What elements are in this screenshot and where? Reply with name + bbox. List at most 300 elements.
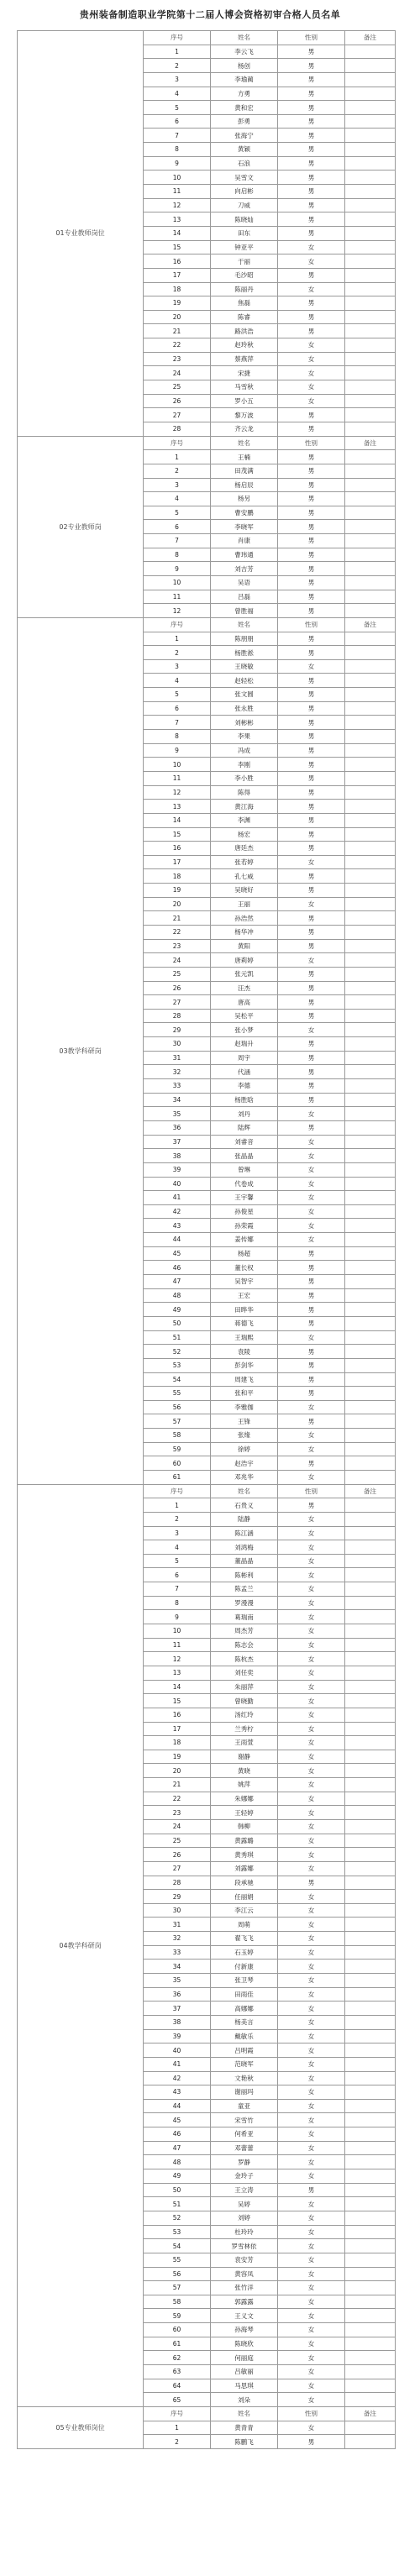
header-remark: 备注 bbox=[345, 436, 396, 450]
remark-cell bbox=[345, 1093, 396, 1107]
seq-cell: 60 bbox=[144, 1456, 211, 1471]
section-header-row bbox=[18, 2406, 396, 2421]
remark-cell bbox=[345, 2197, 396, 2211]
gender-cell: 女 bbox=[278, 1918, 345, 1932]
name-cell: 陈志会 bbox=[211, 1638, 278, 1652]
gender-cell: 男 bbox=[278, 45, 345, 59]
seq-cell: 65 bbox=[144, 2393, 211, 2407]
remark-cell bbox=[345, 2002, 396, 2016]
remark-cell bbox=[345, 1120, 396, 1135]
gender-cell: 男 bbox=[278, 869, 345, 884]
name-cell: 朱丽萍 bbox=[211, 1680, 278, 1694]
name-cell: 曾晓勤 bbox=[211, 1694, 278, 1708]
seq-cell: 1 bbox=[144, 2421, 211, 2435]
seq-cell: 4 bbox=[144, 87, 211, 101]
remark-cell bbox=[345, 1456, 396, 1471]
seq-cell: 26 bbox=[144, 394, 211, 408]
remark-cell bbox=[345, 2239, 396, 2253]
remark-cell bbox=[345, 1316, 396, 1330]
gender-cell: 女 bbox=[278, 1582, 345, 1597]
seq-cell: 61 bbox=[144, 2337, 211, 2351]
remark-cell bbox=[345, 800, 396, 814]
seq-cell: 34 bbox=[144, 1093, 211, 1107]
remark-cell bbox=[345, 1722, 396, 1736]
name-cell: 曾胜福 bbox=[211, 604, 278, 618]
remark-cell bbox=[345, 1498, 396, 1513]
gender-cell: 女 bbox=[278, 2239, 345, 2253]
remark-cell bbox=[345, 2113, 396, 2127]
gender-cell: 女 bbox=[278, 2267, 345, 2281]
name-cell: 宋雪竹 bbox=[211, 2113, 278, 2127]
remark-cell bbox=[345, 59, 396, 73]
remark-cell bbox=[345, 884, 396, 898]
remark-cell bbox=[345, 450, 396, 464]
gender-cell: 女 bbox=[278, 1778, 345, 1792]
name-cell: 黄阳 bbox=[211, 939, 278, 953]
gender-cell: 女 bbox=[278, 1512, 345, 1526]
gender-cell: 男 bbox=[278, 1009, 345, 1023]
name-cell: 朱娜娜 bbox=[211, 1792, 278, 1806]
seq-cell: 20 bbox=[144, 310, 211, 324]
gender-cell: 女 bbox=[278, 1610, 345, 1624]
seq-cell: 6 bbox=[144, 1568, 211, 1582]
seq-cell: 10 bbox=[144, 758, 211, 772]
gender-cell: 男 bbox=[278, 575, 345, 590]
gender-cell: 女 bbox=[278, 1596, 345, 1610]
gender-cell: 女 bbox=[278, 1722, 345, 1736]
gender-cell: 女 bbox=[278, 1162, 345, 1177]
gender-cell: 女 bbox=[278, 2337, 345, 2351]
section-group-label: 05专业教师岗位 bbox=[18, 2406, 144, 2448]
seq-cell: 64 bbox=[144, 2379, 211, 2393]
gender-cell: 男 bbox=[278, 226, 345, 240]
remark-cell bbox=[345, 1554, 396, 1568]
seq-cell: 39 bbox=[144, 1162, 211, 1177]
remark-cell bbox=[345, 1135, 396, 1149]
remark-cell bbox=[345, 1400, 396, 1414]
seq-cell: 46 bbox=[144, 2127, 211, 2142]
seq-cell: 9 bbox=[144, 156, 211, 171]
gender-cell: 男 bbox=[278, 101, 345, 115]
remark-cell bbox=[345, 2379, 396, 2393]
name-cell: 刘任奕 bbox=[211, 1666, 278, 1680]
header-seq: 序号 bbox=[144, 31, 211, 45]
gender-cell: 男 bbox=[278, 1387, 345, 1401]
remark-cell bbox=[345, 1736, 396, 1750]
gender-cell: 男 bbox=[278, 129, 345, 143]
gender-cell: 女 bbox=[278, 2057, 345, 2071]
gender-cell: 男 bbox=[278, 730, 345, 744]
name-cell: 石贵义 bbox=[211, 1498, 278, 1513]
seq-cell: 41 bbox=[144, 2057, 211, 2071]
gender-cell: 男 bbox=[278, 758, 345, 772]
seq-cell: 35 bbox=[144, 1107, 211, 1121]
gender-cell: 男 bbox=[278, 310, 345, 324]
remark-cell bbox=[345, 716, 396, 730]
remark-cell bbox=[345, 254, 396, 269]
name-cell: 肖康 bbox=[211, 534, 278, 548]
name-cell: 陆静 bbox=[211, 1512, 278, 1526]
remark-cell bbox=[345, 1624, 396, 1639]
seq-cell: 58 bbox=[144, 1429, 211, 1443]
seq-cell: 15 bbox=[144, 827, 211, 842]
remark-cell bbox=[345, 1890, 396, 1904]
gender-cell: 女 bbox=[278, 1638, 345, 1652]
seq-cell: 55 bbox=[144, 1387, 211, 1401]
section-group-label: 02专业教师岗 bbox=[18, 436, 144, 617]
remark-cell bbox=[345, 1652, 396, 1666]
remark-cell bbox=[345, 1750, 396, 1764]
name-cell: 张竹洋 bbox=[211, 2281, 278, 2295]
name-cell: 张卫琴 bbox=[211, 1974, 278, 1988]
name-cell: 孔七威 bbox=[211, 869, 278, 884]
seq-cell: 1 bbox=[144, 1498, 211, 1513]
gender-cell: 女 bbox=[278, 1429, 345, 1443]
seq-cell: 5 bbox=[144, 101, 211, 115]
gender-cell: 女 bbox=[278, 2253, 345, 2267]
remark-cell bbox=[345, 659, 396, 674]
name-cell: 杨胜淞 bbox=[211, 646, 278, 660]
name-cell: 焦磊 bbox=[211, 296, 278, 311]
name-cell: 翟飞飞 bbox=[211, 1932, 278, 1946]
gender-cell: 女 bbox=[278, 282, 345, 296]
gender-cell: 女 bbox=[278, 1568, 345, 1582]
seq-cell: 46 bbox=[144, 1261, 211, 1275]
remark-cell bbox=[345, 1512, 396, 1526]
name-cell: 黄晓 bbox=[211, 1764, 278, 1778]
seq-cell: 45 bbox=[144, 2113, 211, 2127]
remark-cell bbox=[345, 1820, 396, 1834]
gender-cell: 女 bbox=[278, 1903, 345, 1918]
name-cell: 石玉婷 bbox=[211, 1945, 278, 1960]
seq-cell: 40 bbox=[144, 1177, 211, 1191]
name-cell: 曾琳 bbox=[211, 1162, 278, 1177]
seq-cell: 13 bbox=[144, 800, 211, 814]
gender-cell: 女 bbox=[278, 1820, 345, 1834]
remark-cell bbox=[345, 2309, 396, 2323]
name-cell: 周建飞 bbox=[211, 1372, 278, 1387]
seq-cell: 58 bbox=[144, 2295, 211, 2309]
seq-cell: 36 bbox=[144, 1120, 211, 1135]
gender-cell: 男 bbox=[278, 143, 345, 157]
gender-cell: 女 bbox=[278, 394, 345, 408]
remark-cell bbox=[345, 855, 396, 869]
remark-cell bbox=[345, 842, 396, 856]
gender-cell: 女 bbox=[278, 1736, 345, 1750]
seq-cell: 54 bbox=[144, 1372, 211, 1387]
section-header-row bbox=[18, 436, 396, 450]
remark-cell bbox=[345, 1162, 396, 1177]
seq-cell: 13 bbox=[144, 1666, 211, 1680]
gender-cell: 男 bbox=[278, 2183, 345, 2197]
remark-cell bbox=[345, 2127, 396, 2142]
gender-cell: 女 bbox=[278, 1023, 345, 1037]
remark-cell bbox=[345, 282, 396, 296]
remark-cell bbox=[345, 575, 396, 590]
seq-cell: 8 bbox=[144, 730, 211, 744]
remark-cell bbox=[345, 1638, 396, 1652]
name-cell: 陈晓灿 bbox=[211, 212, 278, 227]
seq-cell: 4 bbox=[144, 492, 211, 506]
seq-cell: 4 bbox=[144, 674, 211, 688]
gender-cell: 男 bbox=[278, 995, 345, 1010]
gender-cell: 女 bbox=[278, 2155, 345, 2169]
remark-cell bbox=[345, 1037, 396, 1052]
name-cell: 张永胜 bbox=[211, 701, 278, 716]
seq-cell: 29 bbox=[144, 1890, 211, 1904]
remark-cell bbox=[345, 464, 396, 478]
seq-cell: 45 bbox=[144, 1246, 211, 1261]
remark-cell bbox=[345, 2267, 396, 2281]
gender-cell: 男 bbox=[278, 450, 345, 464]
gender-cell: 男 bbox=[278, 198, 345, 212]
gender-cell: 女 bbox=[278, 1204, 345, 1219]
name-cell: 方勇 bbox=[211, 87, 278, 101]
gender-cell: 男 bbox=[278, 1345, 345, 1359]
gender-cell: 女 bbox=[278, 1708, 345, 1722]
remark-cell bbox=[345, 1023, 396, 1037]
remark-cell bbox=[345, 1261, 396, 1275]
seq-cell: 24 bbox=[144, 1820, 211, 1834]
name-cell: 黄容凤 bbox=[211, 2267, 278, 2281]
header-name: 姓名 bbox=[211, 31, 278, 45]
gender-cell: 女 bbox=[278, 1974, 345, 1988]
gender-cell: 男 bbox=[278, 87, 345, 101]
gender-cell: 男 bbox=[278, 1051, 345, 1065]
name-cell: 李雅伽 bbox=[211, 1400, 278, 1414]
name-cell: 马雪秋 bbox=[211, 380, 278, 395]
name-cell: 赵玲秋 bbox=[211, 338, 278, 353]
seq-cell: 36 bbox=[144, 1987, 211, 2002]
name-cell: 陈杭杰 bbox=[211, 1652, 278, 1666]
gender-cell: 女 bbox=[278, 2295, 345, 2309]
name-cell: 张元凯 bbox=[211, 967, 278, 981]
name-cell: 王晓敏 bbox=[211, 659, 278, 674]
seq-cell: 25 bbox=[144, 380, 211, 395]
name-cell: 李渊 bbox=[211, 813, 278, 827]
name-cell: 刘丹 bbox=[211, 1107, 278, 1121]
seq-cell: 37 bbox=[144, 2002, 211, 2016]
seq-cell: 35 bbox=[144, 1974, 211, 1988]
seq-cell: 2 bbox=[144, 2435, 211, 2449]
seq-cell: 18 bbox=[144, 1736, 211, 1750]
remark-cell bbox=[345, 604, 396, 618]
remark-cell bbox=[345, 1009, 396, 1023]
section-group-label: 01专业教师岗位 bbox=[18, 31, 144, 437]
seq-cell: 50 bbox=[144, 2183, 211, 2197]
name-cell: 吴松平 bbox=[211, 1009, 278, 1023]
name-cell: 周宇 bbox=[211, 1051, 278, 1065]
remark-cell bbox=[345, 198, 396, 212]
name-cell: 杜玲玲 bbox=[211, 2225, 278, 2239]
seq-cell: 16 bbox=[144, 254, 211, 269]
seq-cell: 11 bbox=[144, 1638, 211, 1652]
gender-cell: 男 bbox=[278, 604, 345, 618]
name-cell: 袁陵 bbox=[211, 1345, 278, 1359]
gender-cell: 男 bbox=[278, 939, 345, 953]
remark-cell bbox=[345, 2183, 396, 2197]
gender-cell: 女 bbox=[278, 2393, 345, 2407]
remark-cell bbox=[345, 2337, 396, 2351]
seq-cell: 50 bbox=[144, 1316, 211, 1330]
name-cell: 兰秀柠 bbox=[211, 1722, 278, 1736]
remark-cell bbox=[345, 422, 396, 436]
gender-cell: 女 bbox=[278, 1652, 345, 1666]
name-cell: 吕敏丽 bbox=[211, 2364, 278, 2379]
gender-cell: 女 bbox=[278, 1932, 345, 1946]
gender-cell: 男 bbox=[278, 1079, 345, 1094]
seq-cell: 53 bbox=[144, 1358, 211, 1372]
remark-cell bbox=[345, 646, 396, 660]
seq-cell: 34 bbox=[144, 1960, 211, 1974]
remark-cell bbox=[345, 869, 396, 884]
name-cell: 蔡燕萍 bbox=[211, 352, 278, 366]
gender-cell: 男 bbox=[278, 981, 345, 995]
remark-cell bbox=[345, 1233, 396, 1247]
remark-cell bbox=[345, 143, 396, 157]
gender-cell: 女 bbox=[278, 2002, 345, 2016]
gender-cell: 男 bbox=[278, 185, 345, 199]
section-header-row bbox=[18, 617, 396, 632]
remark-cell bbox=[345, 758, 396, 772]
seq-cell: 17 bbox=[144, 268, 211, 282]
header-gender: 性别 bbox=[278, 2406, 345, 2421]
header-remark: 备注 bbox=[345, 2406, 396, 2421]
remark-cell bbox=[345, 212, 396, 227]
seq-cell: 38 bbox=[144, 1149, 211, 1163]
header-gender: 性别 bbox=[278, 436, 345, 450]
name-cell: 王义文 bbox=[211, 2309, 278, 2323]
seq-cell: 26 bbox=[144, 981, 211, 995]
name-cell: 高娜娜 bbox=[211, 2002, 278, 2016]
seq-cell: 22 bbox=[144, 1792, 211, 1806]
remark-cell bbox=[345, 2043, 396, 2058]
name-cell: 刘鸿梅 bbox=[211, 1540, 278, 1555]
name-cell: 邓蕾蕾 bbox=[211, 2141, 278, 2155]
remark-cell bbox=[345, 1903, 396, 1918]
gender-cell: 男 bbox=[278, 534, 345, 548]
seq-cell: 7 bbox=[144, 534, 211, 548]
gender-cell: 女 bbox=[278, 2225, 345, 2239]
remark-cell bbox=[345, 408, 396, 422]
gender-cell: 女 bbox=[278, 2309, 345, 2323]
name-cell: 冯成 bbox=[211, 743, 278, 758]
seq-cell: 23 bbox=[144, 1806, 211, 1820]
name-cell: 罗小五 bbox=[211, 394, 278, 408]
name-cell: 李小胜 bbox=[211, 771, 278, 785]
remark-cell bbox=[345, 1191, 396, 1205]
name-cell: 李瑜蔺 bbox=[211, 72, 278, 87]
gender-cell: 男 bbox=[278, 1261, 345, 1275]
remark-cell bbox=[345, 911, 396, 926]
remark-cell bbox=[345, 1666, 396, 1680]
name-cell: 汪杰 bbox=[211, 981, 278, 995]
gender-cell: 男 bbox=[278, 1120, 345, 1135]
gender-cell: 男 bbox=[278, 1876, 345, 1890]
name-cell: 文艳秋 bbox=[211, 2071, 278, 2085]
seq-cell: 14 bbox=[144, 226, 211, 240]
seq-cell: 28 bbox=[144, 422, 211, 436]
gender-cell: 男 bbox=[278, 911, 345, 926]
seq-cell: 56 bbox=[144, 1400, 211, 1414]
seq-cell: 57 bbox=[144, 1414, 211, 1429]
gender-cell: 女 bbox=[278, 240, 345, 254]
remark-cell bbox=[345, 2029, 396, 2043]
gender-cell: 女 bbox=[278, 1149, 345, 1163]
gender-cell: 男 bbox=[278, 296, 345, 311]
seq-cell: 37 bbox=[144, 1135, 211, 1149]
remark-cell bbox=[345, 2169, 396, 2184]
name-cell: 杨胜晗 bbox=[211, 1093, 278, 1107]
remark-cell bbox=[345, 897, 396, 911]
remark-cell bbox=[345, 394, 396, 408]
seq-cell: 12 bbox=[144, 1652, 211, 1666]
seq-cell: 32 bbox=[144, 1065, 211, 1079]
seq-cell: 42 bbox=[144, 2071, 211, 2085]
name-cell: 陈鹏飞 bbox=[211, 2435, 278, 2449]
remark-cell bbox=[345, 478, 396, 492]
name-cell: 杨另 bbox=[211, 492, 278, 506]
gender-cell: 男 bbox=[278, 492, 345, 506]
name-cell: 唐高 bbox=[211, 995, 278, 1010]
seq-cell: 28 bbox=[144, 1876, 211, 1890]
seq-cell: 48 bbox=[144, 2155, 211, 2169]
seq-cell: 62 bbox=[144, 2351, 211, 2365]
gender-cell: 男 bbox=[278, 701, 345, 716]
seq-cell: 19 bbox=[144, 1750, 211, 1764]
remark-cell bbox=[345, 129, 396, 143]
seq-cell: 23 bbox=[144, 352, 211, 366]
remark-cell bbox=[345, 1987, 396, 2002]
seq-cell: 55 bbox=[144, 2253, 211, 2267]
name-cell: 赵瑞升 bbox=[211, 1037, 278, 1052]
gender-cell: 女 bbox=[278, 1624, 345, 1639]
gender-cell: 女 bbox=[278, 1680, 345, 1694]
name-cell: 石浪 bbox=[211, 156, 278, 171]
name-cell: 徐婷 bbox=[211, 1442, 278, 1456]
seq-cell: 19 bbox=[144, 296, 211, 311]
name-cell: 刘睿音 bbox=[211, 1135, 278, 1149]
remark-cell bbox=[345, 1540, 396, 1555]
remark-cell bbox=[345, 1330, 396, 1345]
gender-cell: 女 bbox=[278, 1861, 345, 1876]
gender-cell: 女 bbox=[278, 953, 345, 968]
remark-cell bbox=[345, 1764, 396, 1778]
remark-cell bbox=[345, 87, 396, 101]
remark-cell bbox=[345, 2155, 396, 2169]
gender-cell: 女 bbox=[278, 2169, 345, 2184]
remark-cell bbox=[345, 2057, 396, 2071]
name-cell: 姜传娜 bbox=[211, 1233, 278, 1247]
name-cell: 向启彬 bbox=[211, 185, 278, 199]
remark-cell bbox=[345, 1288, 396, 1303]
gender-cell: 男 bbox=[278, 59, 345, 73]
name-cell: 钟亚平 bbox=[211, 240, 278, 254]
remark-cell bbox=[345, 688, 396, 702]
remark-cell bbox=[345, 1806, 396, 1820]
gender-cell: 女 bbox=[278, 2364, 345, 2379]
remark-cell bbox=[345, 701, 396, 716]
header-name: 姓名 bbox=[211, 1484, 278, 1498]
remark-cell bbox=[345, 2393, 396, 2407]
name-cell: 王瑞熙 bbox=[211, 1330, 278, 1345]
gender-cell: 女 bbox=[278, 2043, 345, 2058]
remark-cell bbox=[345, 2085, 396, 2100]
gender-cell: 女 bbox=[278, 2379, 345, 2393]
gender-cell: 女 bbox=[278, 1540, 345, 1555]
seq-cell: 47 bbox=[144, 1275, 211, 1289]
name-cell: 黄秀琪 bbox=[211, 1848, 278, 1862]
